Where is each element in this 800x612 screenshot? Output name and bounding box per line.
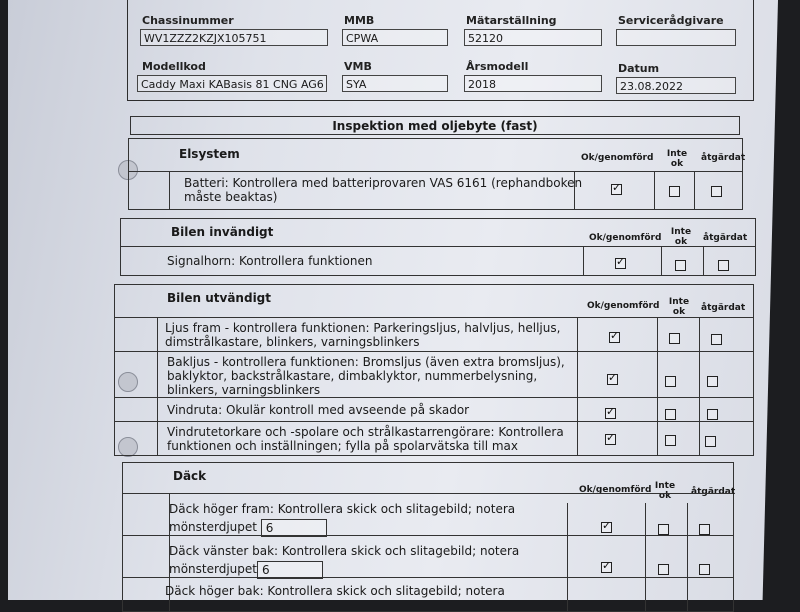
fixed-checkbox[interactable] [705, 436, 716, 447]
not-ok-checkbox[interactable] [665, 435, 676, 446]
year-field: 2018 [464, 75, 602, 92]
not-ok-checkbox[interactable] [658, 524, 669, 535]
checklist-row [123, 535, 733, 578]
chassis-field: WV1ZZZ2KZJX105751 [140, 29, 328, 46]
checklist-row [123, 577, 733, 612]
odometer-label: Mätarställning [466, 14, 557, 27]
section-bilen-utvandigt [114, 284, 754, 456]
not-ok-checkbox[interactable] [665, 376, 676, 387]
row-description: Vindrutetorkare och -spolare och strålkastarrengörare: Kontrollera funktionen och inställningen; fylla på spolarvätska till max [167, 425, 564, 453]
fixed-checkbox[interactable] [707, 409, 718, 420]
ok-checkbox[interactable] [609, 332, 620, 343]
checklist-row [123, 493, 733, 536]
fixed-checkbox[interactable] [707, 376, 718, 387]
row-description: Vindruta: Okulär kontroll med avseende på skador [167, 403, 470, 417]
row-description: Signalhorn: Kontrollera funktionen [167, 254, 373, 268]
not-ok-checkbox[interactable] [675, 260, 686, 271]
row-description: Ljus fram - kontrollera funktionen: Parkeringsljus, halvljus, helljus, dimstrålkastare, blinkers, varningsblinkers [165, 321, 561, 349]
not-ok-checkbox[interactable] [665, 409, 676, 420]
section-header [121, 219, 755, 247]
ok-checkbox[interactable] [601, 562, 612, 573]
mmb-field: CPWA [342, 29, 448, 46]
section-title: Bilen utvändigt [167, 291, 272, 305]
col-fixed-header: åtgärdat [701, 153, 746, 163]
section-header [123, 463, 736, 501]
row-description: Bakljus - kontrollera funktionen: Bromsljus (även extra bromsljus), baklyktor, backstrålkastare, dimbaklyktor, nummerbelysning, blinkers, varningsblinkers [167, 355, 565, 397]
col-fixed-header: åtgärdat [703, 233, 748, 243]
section-title: Bilen invändigt [171, 225, 274, 239]
checklist-row [115, 351, 753, 398]
vmb-label: VMB [344, 60, 372, 73]
section-header [115, 285, 753, 318]
model-label: Modellkod [142, 60, 206, 73]
tread-depth-field[interactable]: 6 [257, 561, 323, 579]
advisor-label: Servicerådgivare [618, 14, 724, 27]
section-title: Elsystem [179, 147, 240, 161]
col-fixed-header: åtgärdat [691, 487, 736, 497]
row-description: Batteri: Kontrollera med batteriprovaren VAS 6161 (rephandboken måste beaktas) [184, 176, 583, 204]
row-description: Däck höger fram: Kontrollera skick och slitagebild; notera mönsterdjupet 6 [169, 502, 516, 535]
row-description: Däck höger bak: Kontrollera skick och slitagebild; notera [165, 584, 505, 598]
fixed-checkbox[interactable] [699, 524, 710, 535]
ok-checkbox[interactable] [605, 434, 616, 445]
checklist-row [129, 171, 742, 210]
row-description: Däck vänster bak: Kontrollera skick och slitagebild; notera mönsterdjupet 6 [169, 544, 520, 577]
col-ok-header: Ok/genomförd [587, 301, 660, 311]
col-not-ok-header: Inte ok [666, 149, 688, 169]
ok-checkbox[interactable] [611, 184, 622, 195]
section-dack [122, 462, 734, 612]
section-bilen-invandigt [120, 218, 756, 276]
tread-depth-field[interactable]: 6 [261, 519, 327, 537]
section-header [129, 139, 746, 172]
checklist-row [115, 397, 753, 422]
section-elsystem [128, 138, 746, 210]
col-not-ok-header: Inte ok [670, 227, 692, 247]
col-ok-header: Ok/genomförd [581, 153, 654, 163]
not-ok-checkbox[interactable] [658, 564, 669, 575]
fixed-checkbox[interactable] [699, 564, 710, 575]
col-not-ok-header: Inte ok [654, 481, 676, 501]
model-field: Caddy Maxi KABasis 81 CNG AG6 [137, 75, 327, 92]
ok-checkbox[interactable] [605, 408, 616, 419]
col-ok-header: Ok/genomförd [579, 485, 652, 495]
col-not-ok-header: Inte ok [668, 297, 690, 317]
not-ok-checkbox[interactable] [669, 186, 680, 197]
mmb-label: MMB [344, 14, 375, 27]
fixed-checkbox[interactable] [711, 334, 722, 345]
ok-checkbox[interactable] [615, 258, 626, 269]
fixed-checkbox[interactable] [718, 260, 729, 271]
ok-checkbox[interactable] [607, 374, 618, 385]
odometer-field: 52120 [464, 29, 602, 46]
inspection-title: Inspektion med oljebyte (fast) [130, 116, 740, 135]
date-label: Datum [618, 62, 660, 75]
vmb-field: SYA [342, 75, 448, 92]
col-fixed-header: åtgärdat [701, 303, 746, 313]
year-label: Årsmodell [466, 60, 529, 73]
checklist-row [115, 317, 753, 352]
section-title: Däck [173, 469, 207, 483]
advisor-field [616, 29, 736, 46]
chassis-label: Chassinummer [142, 14, 234, 27]
not-ok-checkbox[interactable] [669, 333, 680, 344]
fixed-checkbox[interactable] [711, 186, 722, 197]
checklist-row [115, 421, 753, 456]
ok-checkbox[interactable] [601, 522, 612, 533]
col-ok-header: Ok/genomförd [589, 233, 662, 243]
date-field: 23.08.2022 [616, 77, 736, 94]
vehicle-info-header [127, 0, 754, 101]
checklist-row [121, 246, 755, 276]
